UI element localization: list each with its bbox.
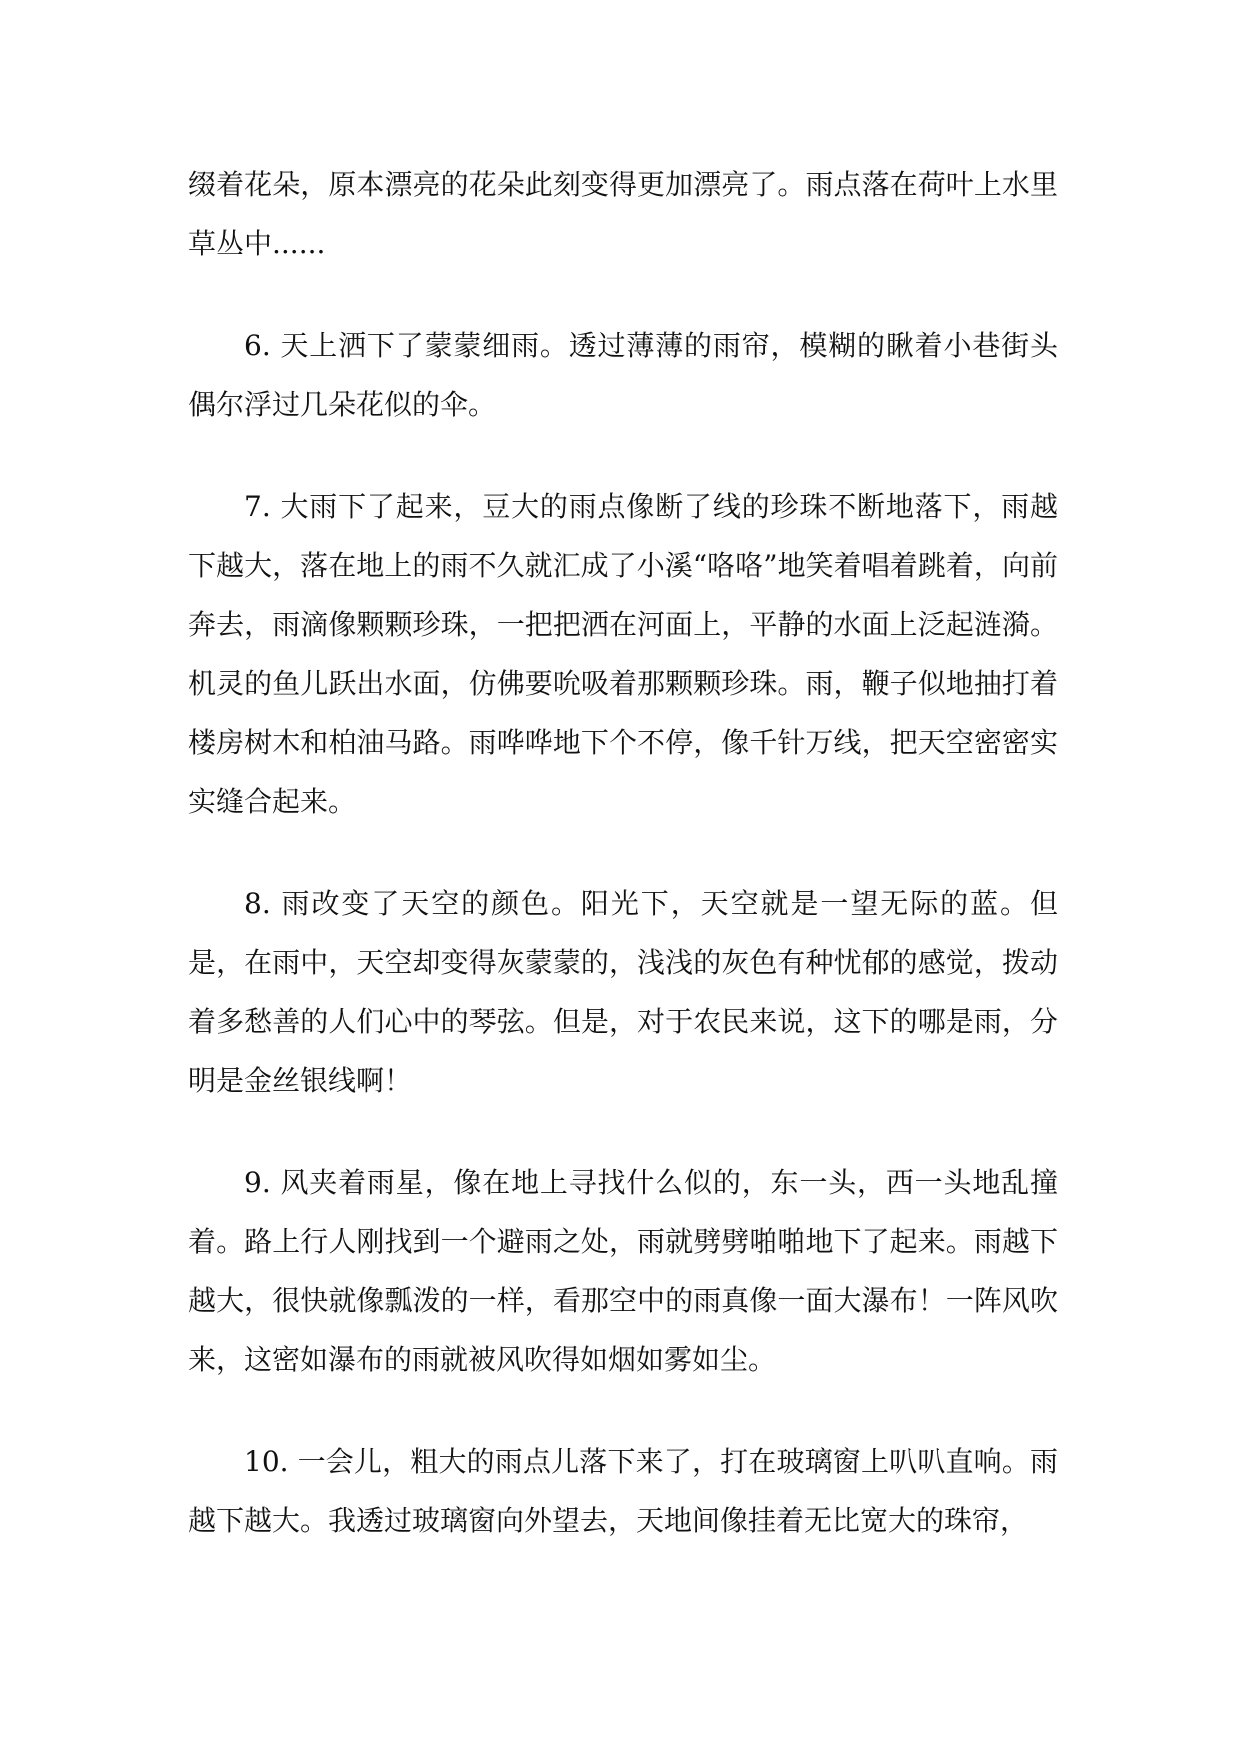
paragraph-8: 8. 雨改变了天空的颜色。阳光下，天空就是一望无际的蓝。但是，在雨中，天空却变得灰蒙蒙的，浅浅的灰色有种忧郁的感觉，拨动着多愁善的人们心中的琴弦。但是，对于农民来说，这下的哪是雨，分明是金丝银线啊！	[188, 887, 1058, 1097]
paragraph-continued: 缀着花朵，原本漂亮的花朵此刻变得更加漂亮了。雨点落在荷叶上水里草丛中......	[188, 168, 1058, 260]
paragraph-9: 9. 风夹着雨星，像在地上寻找什么似的，东一头，西一头地乱撞着。路上行人刚找到一个避雨之处，雨就劈劈啪啪地下了起来。雨越下越大，很快就像瓢泼的一样，看那空中的雨真像一面大瀑布！一阵风吹来，这密如瀑布的雨就被风吹得如烟如雾如尘。	[188, 1166, 1058, 1376]
paragraph-6: 6. 天上洒下了蒙蒙细雨。透过薄薄的雨帘，模糊的瞅着小巷街头偶尔浮过几朵花似的伞。	[188, 329, 1058, 421]
paragraph-10: 10. 一会儿，粗大的雨点儿落下来了，打在玻璃窗上叭叭直响。雨越下越大。我透过玻璃窗向外望去，天地间像挂着无比宽大的珠帘，	[188, 1445, 1058, 1537]
document-body	[188, 155, 1058, 1593]
paragraph-7: 7. 大雨下了起来，豆大的雨点像断了线的珍珠不断地落下，雨越下越大，落在地上的雨不久就汇成了小溪“咯咯”地笑着唱着跳着，向前奔去，雨滴像颗颗珍珠，一把把洒在河面上，平静的水面上泛起涟漪。机灵的鱼儿跃出水面，仿佛要吮吸着那颗颗珍珠。雨，鞭子似地抽打着楼房树木和柏油马路。雨哗哗地下个不停，像千针万线，把天空密密实实缝合起来。	[188, 490, 1058, 818]
